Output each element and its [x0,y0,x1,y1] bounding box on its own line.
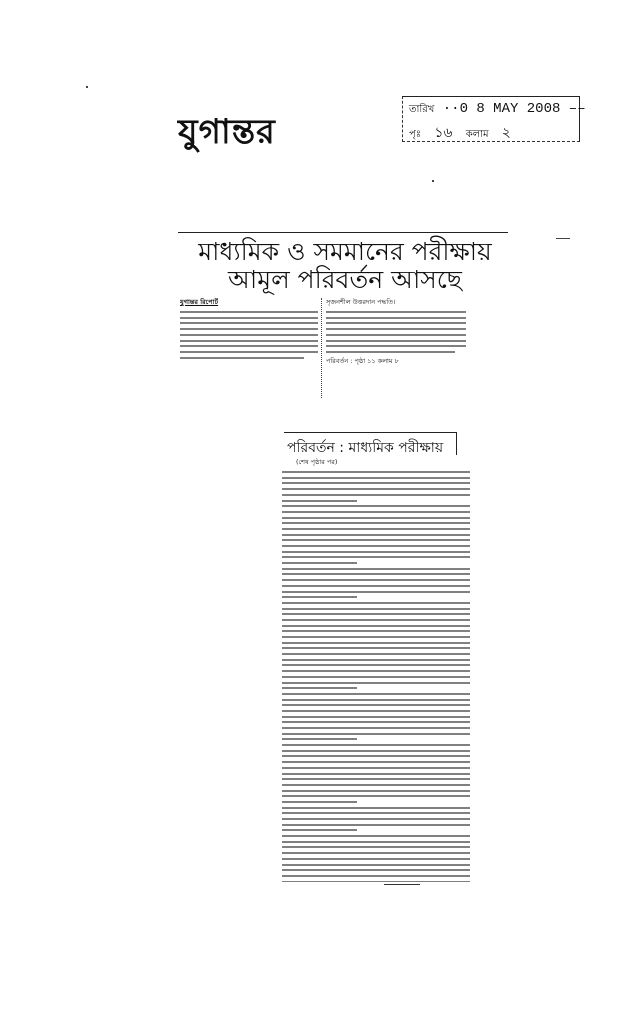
illegible-text-line [282,738,357,740]
illegible-text-line [282,505,470,507]
illegible-text-line [282,750,470,752]
article1-headline [180,238,510,294]
illegible-text-line [282,670,470,672]
illegible-text-line [282,687,357,689]
stamp-page-value: ১৬ [434,125,453,141]
illegible-text-line [282,647,470,649]
illegible-text-line [282,790,470,792]
illegible-text-line [282,835,470,837]
article-end-rule [384,884,420,885]
illegible-text-line [282,869,470,871]
date-stamp [402,96,586,142]
illegible-text-line [282,829,357,831]
illegible-text-line [282,858,470,860]
illegible-text-line [282,579,470,581]
article1-column-1 [180,298,318,398]
illegible-text-line [282,653,470,655]
illegible-text-line [282,556,470,558]
illegible-text-line [282,585,470,587]
illegible-text-line [282,511,470,513]
illegible-text-line [282,477,470,479]
article2-continued-from: (শেষ পৃষ্ঠার পর) [296,458,338,466]
headline-line-1: মাধ্যমিক ও সমমানের পরীক্ষায় [198,237,492,266]
article1-column-2 [326,298,466,398]
illegible-text-line [282,795,470,797]
scan-speck [432,180,434,182]
scan-speck [556,238,570,239]
illegible-text-line [282,818,470,820]
illegible-text-line [282,482,470,484]
illegible-text-line [282,864,470,866]
illegible-text-line [282,778,470,780]
illegible-text-line [282,471,470,473]
illegible-text-line [282,494,470,496]
article1-continuation: পরিবর্তন : পৃষ্ঠা ১১ কলাম ৮ [326,356,399,365]
illegible-text-line [282,500,357,502]
illegible-text-line [282,608,470,610]
stamp-page-label: পৃঃ [409,129,422,140]
illegible-text-line [282,573,470,575]
illegible-text-line [282,619,470,621]
article2-body [282,458,470,882]
illegible-text-line [282,852,470,854]
illegible-text-line [282,727,470,729]
illegible-text-line [282,545,470,547]
illegible-text-line [282,517,470,519]
illegible-text-line [282,881,470,882]
illegible-text-line [282,721,470,723]
illegible-text-line [282,699,470,701]
illegible-text-line [282,636,470,638]
illegible-text-line [282,562,357,564]
illegible-text-line [282,591,470,593]
illegible-text-line [282,630,470,632]
illegible-text-line [282,539,470,541]
stamp-date-value: 0 8 MAY 2008 [459,101,561,117]
illegible-text-line [282,767,470,769]
illegible-text-line [282,801,357,803]
article2-title: পরিবর্তন : মাধ্যমিক পরীক্ষায় [287,440,444,456]
illegible-text-line [282,693,470,695]
illegible-text-line [282,733,470,735]
illegible-text-line [282,596,357,598]
illegible-text-line [282,676,470,678]
illegible-text-line [282,613,470,615]
headline-rule [178,232,508,233]
illegible-text-line [282,744,470,746]
illegible-text-line [282,664,470,666]
scan-speck [86,86,88,88]
illegible-text-line [282,784,470,786]
stamp-date-label: তারিখ [409,104,435,115]
stamp-column-value: ২ [501,125,511,141]
article1-column2-first-line: সৃজনশীল উত্তরদান পদ্ধতি। [326,298,396,306]
illegible-text-line [282,704,470,706]
illegible-text-line [282,568,470,570]
illegible-text-line [282,528,470,530]
illegible-text-line [282,551,470,553]
illegible-text-line [282,807,470,809]
illegible-text-line [282,534,470,536]
illegible-text-line [282,773,470,775]
illegible-text-line [282,659,470,661]
illegible-text-line [282,755,470,757]
illegible-text-line [282,682,470,684]
stamp-page-row [409,121,521,145]
illegible-text-line [282,875,470,877]
illegible-text-line [282,824,470,826]
illegible-text-line [282,625,470,627]
illegible-text-line [282,602,470,604]
illegible-text-line [282,716,470,718]
illegible-text-line [282,642,470,644]
illegible-text-line [282,841,470,843]
illegible-text-line [282,488,470,490]
illegible-text-line [282,522,470,524]
article1-byline: যুগান্তর রিপোর্ট [180,298,219,306]
illegible-text-line [282,710,470,712]
stamp-date-row: তারিখ ··0 8 MAY 2008 –– [409,101,586,117]
illegible-text-line [282,812,470,814]
stamp-column-label: কলাম [465,129,489,140]
newspaper-masthead: যুগান্তর [178,112,276,152]
illegible-text-line [282,846,470,848]
column-separator [321,298,322,398]
headline-line-2: আমূল পরিবর্তন আসছে [228,265,462,294]
illegible-text-line [282,761,470,763]
